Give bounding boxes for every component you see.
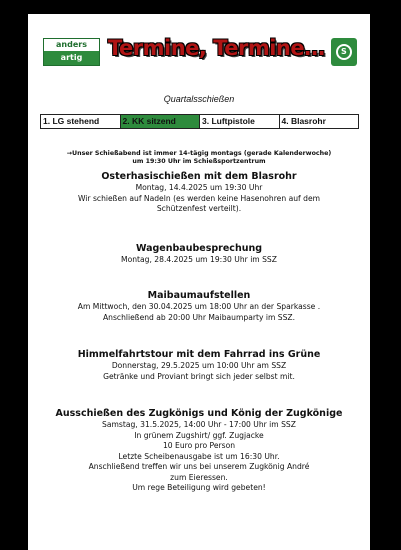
discipline-cell-1: 1. LG stehend [41, 115, 121, 128]
event-line: Donnerstag, 29.5.2025 um 10:00 Uhr am SSZ [111, 361, 287, 370]
event-heading: Maibaumaufstellen [147, 290, 251, 301]
event-block [38, 243, 360, 266]
event-line: Montag, 14.4.2025 um 19:30 Uhr [135, 183, 263, 192]
discipline-table [40, 114, 359, 129]
page-title: Termine, Termine… [108, 36, 325, 60]
event-heading: Ausschießen des Zugkönigs und König der Zugkönige [55, 408, 343, 419]
event-heading: Wagenbaubesprechung [135, 243, 263, 254]
event-line: 10 Euro pro Person [162, 441, 236, 450]
logo-text-top: anders [56, 40, 87, 49]
event-block [38, 290, 360, 323]
discipline-cell-2: 2. KK sitzend [121, 115, 201, 128]
event-line: Um rege Beteiligung wird gebeten! [132, 483, 266, 492]
event-block [38, 349, 360, 382]
discipline-cell-3: 3. Luftpistole [200, 115, 280, 128]
logo-text-bottom: artig [44, 51, 99, 65]
discipline-cell-4: 4. Blasrohr [281, 116, 326, 126]
event-line: Samstag, 31.5.2025, 14:00 Uhr - 17:00 Uhr im SSZ [102, 420, 296, 429]
club-emblem-logo [331, 38, 357, 66]
event-line: Getränke und Proviant bringt sich jeder selbst mit. [103, 371, 295, 381]
event-line: Wir schießen auf Nadeln (es werden keine Hasenohren auf dem [77, 193, 321, 203]
note-line-1: →Unser Schießabend ist immer 14-tägig montags (gerade Kalenderwoche) [66, 150, 332, 157]
schedule-note [28, 150, 370, 166]
emblem-letter: S [341, 47, 347, 56]
event-heading: Himmelfahrtstour mit dem Fahrrad ins Grüne [77, 349, 321, 360]
document-page [28, 14, 370, 550]
section-subtitle: Quartalsschießen [163, 94, 235, 104]
event-line: zum Eieressen. [170, 472, 228, 482]
event-line: In grünem Zugshirt/ ggf. Zugjacke [134, 430, 264, 440]
event-line: Schützenfest verteilt). [156, 204, 242, 213]
event-line: Letzte Scheibenausgabe ist um 16:30 Uhr. [118, 451, 280, 461]
event-line: Anschließend treffen wir uns bei unserem Zugkönig André [88, 462, 310, 471]
event-block [38, 408, 360, 494]
club-logo-left [43, 38, 100, 66]
event-block [38, 171, 360, 215]
event-line: Am Mittwoch, den 30.04.2025 um 18:00 Uhr an der Sparkasse . [77, 302, 321, 311]
emblem-ring [336, 44, 352, 60]
event-heading: Osterhasischießen mit dem Blasrohr [101, 171, 297, 182]
note-line-2: um 19:30 Uhr im Schießsportzentrum [132, 158, 266, 165]
event-line: Montag, 28.4.2025 um 19:30 Uhr im SSZ [121, 255, 277, 264]
event-line: Anschließend ab 20:00 Uhr Maibaumparty im SSZ. [102, 312, 296, 322]
